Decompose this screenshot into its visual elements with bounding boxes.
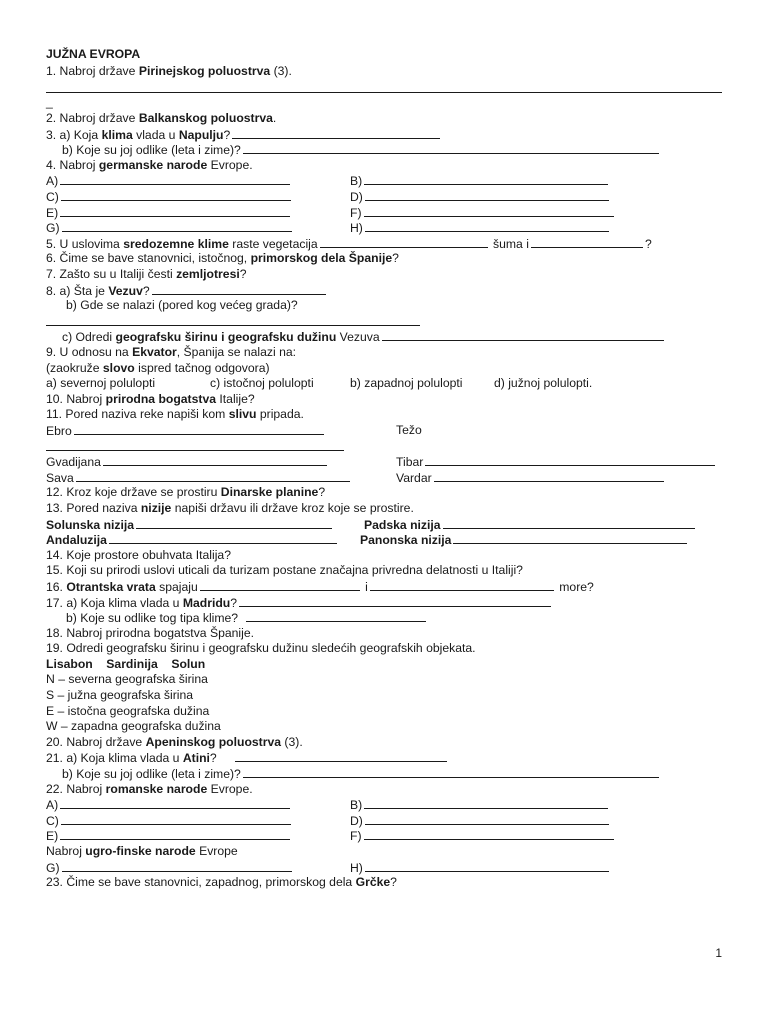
answer-blank[interactable] — [453, 532, 687, 544]
question-21b: b) Koje su joj odlike (leta i zime)? — [46, 766, 722, 782]
question-17b: b) Koje su odlike tog tipa klime? — [46, 610, 722, 626]
question-5: 5. U uslovima sredozemne klime raste vegetacija šuma i ? — [46, 236, 652, 251]
question-8b: b) Gde se nalazi (pored kog većeg grada)? — [66, 298, 298, 313]
question-9: 9. U odnosu na Ekvator, Španija se nalazi na: — [46, 345, 297, 359]
answer-blank[interactable] — [365, 220, 609, 232]
question-16: 16. Otrantska vrata spajaju i more? — [46, 579, 594, 594]
answer-blank[interactable] — [243, 766, 659, 778]
answer-blank[interactable] — [60, 173, 290, 185]
answer-blank[interactable] — [443, 517, 695, 529]
option-b[interactable]: b) zapadnoj polulopti — [350, 376, 463, 391]
answer-blank[interactable] — [246, 610, 426, 622]
answer-blank[interactable] — [152, 283, 326, 295]
answer-blank[interactable] — [239, 595, 551, 607]
question-13: 13. Pored naziva nizije napiši državu ili države kroz koje se prostire. — [46, 500, 414, 515]
question-12: 12. Kroz koje države se prostiru Dinarske planine? — [46, 485, 326, 500]
question-15: 15. Koji su prirodi uslovi uticali da turizam postane značajna privredna delatnosti u Italiji? — [46, 563, 523, 578]
answer-blank[interactable] — [364, 173, 608, 185]
plain-row: Andaluzija Panonska nizija — [46, 532, 722, 548]
question-3a: 3. a) Koja klima vlada u Napulju? — [46, 127, 722, 143]
question-17a: 17. a) Koja klima vlada u Madridu? — [46, 595, 722, 611]
answer-blank[interactable] — [60, 205, 290, 217]
answer-row: C) D) — [46, 189, 722, 205]
question-19-objects: Lisabon Sardinija Solun — [46, 656, 206, 671]
answer-blank[interactable] — [365, 189, 609, 201]
legend-item: N – severna geografska širina — [46, 672, 208, 687]
answer-row: G) H) — [46, 860, 722, 876]
answer-line-fragment: _ — [46, 94, 53, 109]
question-8a: 8. a) Šta je Vezuv? — [46, 283, 722, 299]
question-19: 19. Odredi geografsku širinu i geografsku dužinu sledećih geografskih objekata. — [46, 641, 476, 656]
question-22-ugro: Nabroj ugro-finske narode Evrope — [46, 844, 238, 858]
answer-blank[interactable] — [243, 142, 659, 154]
question-9-options — [46, 376, 722, 392]
answer-blank[interactable] — [364, 797, 608, 809]
question-20: 20. Nabroj države Apeninskog poluostrva (3). — [46, 734, 303, 749]
answer-row: C) D) — [46, 813, 722, 829]
question-11: 11. Pored naziva reke napiši kom slivu pripada. — [46, 407, 304, 422]
answer-blank[interactable] — [531, 236, 643, 248]
legend-item: S – južna geografska širina — [46, 688, 194, 703]
answer-blank[interactable] — [61, 189, 291, 201]
answer-blank[interactable] — [425, 454, 715, 466]
answer-blank[interactable] — [109, 532, 337, 544]
question-9-hint: (zaokruže slovo ispred tačnog odgovora) — [46, 360, 270, 375]
answer-blank[interactable] — [60, 828, 290, 840]
answer-blank[interactable] — [364, 828, 614, 840]
legend-item: E – istočna geografska dužina — [46, 703, 210, 718]
plain-row: Solunska nizija Padska nizija — [46, 517, 722, 533]
legend-item: W – zapadna geografska dužina — [46, 719, 221, 734]
question-2: 2. Nabroj države Balkanskog poluostrva. — [46, 111, 277, 126]
answer-line[interactable] — [46, 314, 722, 330]
answer-blank[interactable] — [434, 470, 664, 482]
answer-blank[interactable] — [382, 329, 664, 341]
answer-row: E) F) — [46, 828, 722, 844]
answer-blank[interactable] — [365, 860, 609, 872]
page-title: JUŽNA EVROPA — [46, 47, 141, 61]
question-23: 23. Čime se bave stanovnici, zapadnog, primorskog dela Grčke? — [46, 875, 397, 890]
option-d[interactable]: d) južnoj polulopti. — [494, 376, 593, 391]
question-6: 6. Čime se bave stanovnici, istočnog, primorskog dela Španije? — [46, 251, 399, 266]
answer-blank[interactable] — [200, 579, 360, 591]
question-22: 22. Nabroj romanske narode Evrope. — [46, 781, 253, 796]
question-3b: b) Koje su joj odlike (leta i zime)? — [46, 142, 722, 158]
answer-blank[interactable] — [76, 470, 350, 482]
question-21a: 21. a) Koja klima vlada u Atini? — [46, 750, 722, 766]
question-7: 7. Zašto su u Italiji česti zemljotresi? — [46, 267, 247, 282]
question-4: 4. Nabroj germanske narode Evrope. — [46, 157, 253, 172]
question-1: 1. Nabroj države Pirinejskog poluostrva (3). — [46, 63, 292, 78]
answer-blank[interactable] — [103, 454, 327, 466]
answer-row: A) B) — [46, 173, 722, 189]
question-10: 10. Nabroj prirodna bogatstva Italije? — [46, 391, 255, 406]
question-8c: c) Odredi geografsku širinu i geografsku dužinu Vezuva — [46, 329, 722, 345]
answer-blank[interactable] — [232, 127, 440, 139]
answer-blank[interactable] — [60, 797, 290, 809]
option-c[interactable]: c) istočnoj polulopti — [210, 376, 314, 391]
answer-blank[interactable] — [364, 205, 614, 217]
answer-line[interactable] — [46, 79, 722, 95]
answer-blank[interactable] — [320, 236, 488, 248]
answer-blank[interactable] — [235, 750, 447, 762]
answer-blank[interactable] — [136, 517, 332, 529]
river-row: Gvadijana Tibar — [46, 454, 722, 470]
answer-row: G) H) — [46, 220, 722, 236]
answer-blank[interactable] — [62, 220, 292, 232]
answer-blank[interactable] — [365, 813, 609, 825]
answer-blank[interactable] — [46, 314, 420, 326]
option-a[interactable]: a) severnoj polulopti — [46, 376, 156, 391]
answer-blank[interactable] — [61, 813, 291, 825]
answer-line[interactable] — [46, 439, 722, 455]
river-row: Sava Vardar — [46, 470, 722, 486]
answer-blank[interactable] — [46, 439, 344, 451]
worksheet — [46, 46, 722, 891]
river-row: Ebro Težo — [46, 422, 422, 438]
question-18: 18. Nabroj prirodna bogatstva Španije. — [46, 625, 254, 640]
answer-row: A) B) — [46, 797, 722, 813]
question-14: 14. Koje prostore obuhvata Italija? — [46, 547, 231, 562]
answer-blank[interactable] — [62, 860, 292, 872]
answer-blank[interactable] — [74, 423, 324, 435]
page-number: 1 — [715, 946, 722, 960]
answer-blank[interactable] — [370, 579, 554, 591]
answer-row: E) F) — [46, 205, 722, 221]
